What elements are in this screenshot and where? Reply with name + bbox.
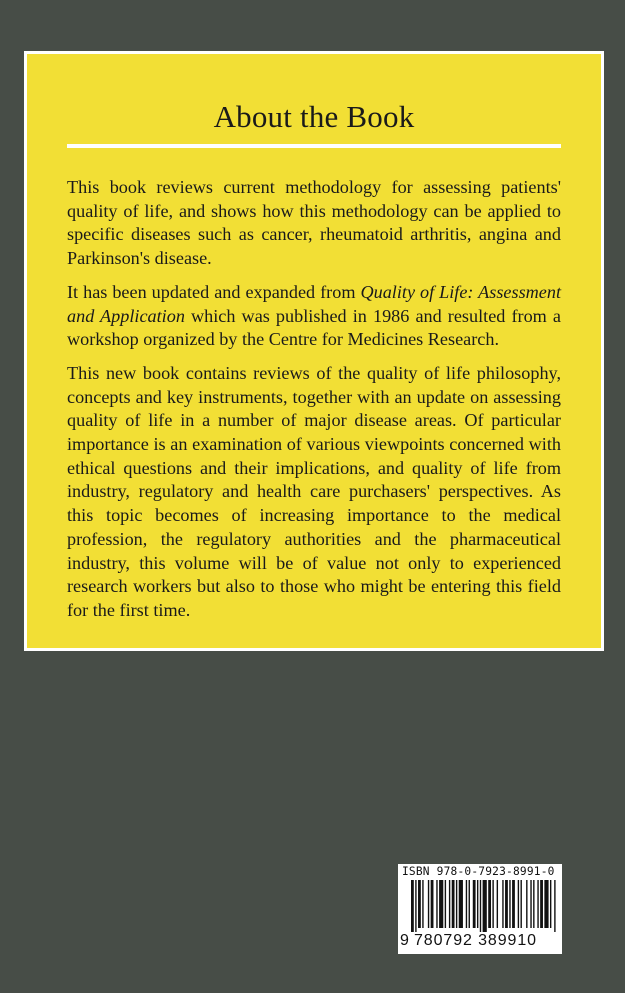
barcode-bar (505, 880, 508, 928)
paragraph-2 (67, 281, 561, 352)
title-underline (67, 144, 561, 148)
barcode-bar (521, 880, 522, 928)
barcode-bar (492, 880, 493, 928)
barcode-bar (439, 880, 443, 928)
barcode-bar (469, 880, 470, 928)
barcode-bar (436, 880, 437, 928)
ean-digits: 780792 389910 (414, 932, 537, 949)
barcode-bar (518, 880, 519, 928)
barcode-bar (497, 880, 498, 928)
barcode-bar (530, 880, 531, 928)
isbn-barcode-block (398, 864, 562, 954)
barcode-bar (554, 880, 555, 932)
paragraph-3: This new book contains reviews of the quality of life philosophy, concepts and key instruments, together with an update on assessing quality of life in a number of major disease areas. Of particular importance is an examination of various viewpoints concerned with ethical questions and their implications, and quality of life from industry, regulatory and health care purchasers' perspectives. As this topic becomes of increasing importance to the medical profession, the regulatory authorities and the pharmaceutical industry, this volume will be of value not only to experienced research workers but also to those who might be entering this field for the first time. (67, 362, 561, 620)
barcode-bar (431, 880, 434, 928)
about-panel (24, 51, 604, 651)
barcode-icon (411, 880, 557, 932)
barcode-bar (428, 880, 429, 928)
paragraph-1: This book reviews current methodology for assessing patients' quality of life, and shows how this methodology can be applied to specific diseases such as cancer, rheumatoid arthritis, angina and Parkinson's disease. (67, 177, 561, 269)
barcode-bar (422, 880, 423, 928)
barcode-bar (477, 880, 478, 928)
barcode-bar (473, 880, 476, 928)
barcode-bar (459, 880, 463, 928)
barcode-bar (452, 880, 455, 928)
barcode-bar (502, 880, 503, 928)
barcode-bar (483, 880, 487, 932)
barcode-bar (540, 880, 543, 928)
barcode-bar (550, 880, 551, 928)
barcode-bar (456, 880, 457, 928)
barcode-bar (488, 880, 491, 928)
paragraph-2-book-title: Quality of Life: Assessment and Application (67, 281, 561, 326)
barcode-bar (449, 880, 450, 928)
barcode-bar (480, 880, 481, 932)
barcode-bar (466, 880, 467, 928)
panel-title: About the Book (213, 99, 415, 134)
barcode-bar (509, 880, 510, 928)
about-panel-content (27, 54, 601, 648)
barcode-bar (418, 880, 421, 928)
barcode-bar (537, 880, 538, 928)
barcode-bar (512, 880, 515, 928)
paragraph-2-after: which was published in 1986 and resulted from a workshop organized by the Centre for Medicines Research. (67, 305, 561, 350)
isbn-label: ISBN 978-0-7923-8991-0 (402, 865, 555, 878)
barcode-bar (526, 880, 527, 928)
barcode-bar (533, 880, 534, 928)
barcode-bar (544, 880, 548, 928)
paragraph-2-before: It has been updated and expanded from (67, 281, 361, 302)
barcode-bar (445, 880, 446, 928)
barcode-bar (415, 880, 416, 932)
barcode-bar (411, 880, 414, 932)
ean-first-digit: 9 (400, 932, 409, 949)
